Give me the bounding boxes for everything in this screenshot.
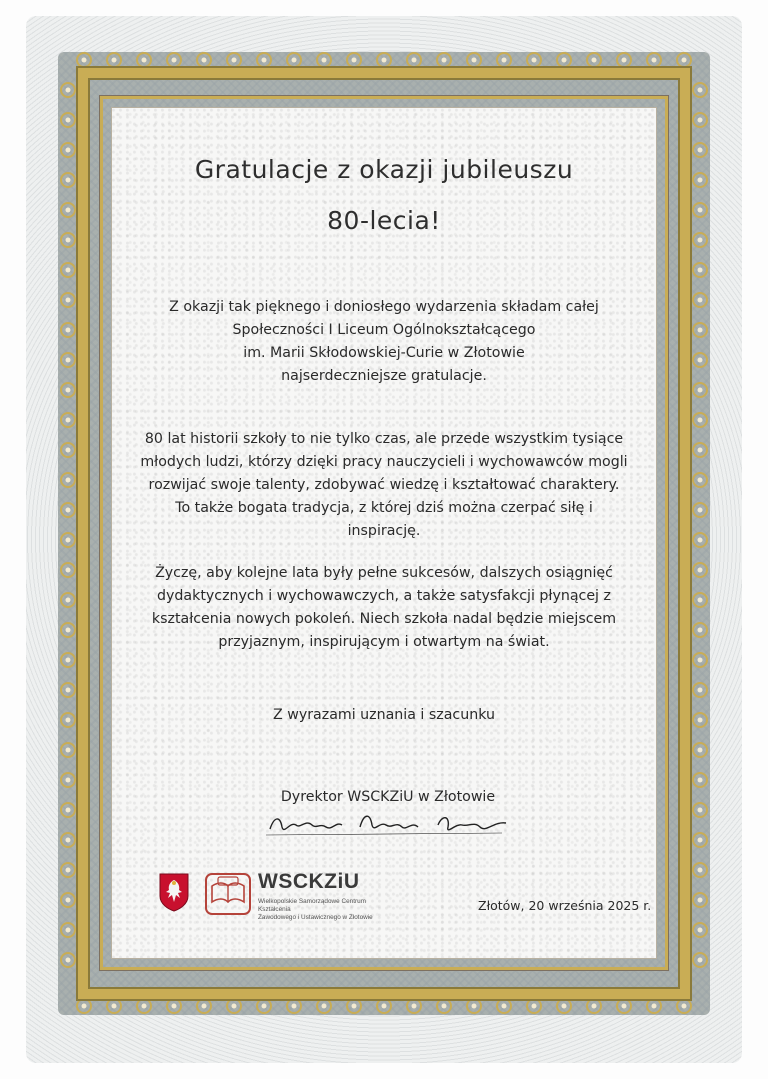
paragraph-line: To także bogata tradycja, z której dziś można czerpać siłę i inspirację. bbox=[175, 500, 593, 539]
paragraph-line: rozwijać swoje talenty, zdobywać wiedzę i kształtować charaktery. bbox=[148, 477, 620, 493]
paragraph-1 bbox=[140, 296, 628, 388]
paragraph-line: kształcenia nowych pokoleń. Niech szkoła nadal będzie miejscem bbox=[151, 611, 617, 627]
paragraph-line: przyjaznym, inspirującym i otwartym na świat. bbox=[218, 634, 550, 650]
paragraph-line: młodych ludzi, którzy dzięki pracy nauczycieli i wychowawców mogli bbox=[140, 454, 628, 470]
paragraph-line: najserdeczniejsze gratulacje. bbox=[281, 368, 487, 384]
org-name-line: Wielkopolskie Samorządowe Centrum Kształcenia bbox=[258, 898, 366, 913]
paragraph-line: Społeczności I Liceum Ogólnokształcącego bbox=[232, 322, 536, 338]
paragraph-line: im. Marii Skłodowskiej-Curie w Złotowie bbox=[243, 345, 525, 361]
org-name-line: Zawodowego i Ustawicznego w Złotowie bbox=[258, 914, 373, 921]
paragraph-2 bbox=[140, 428, 628, 543]
paragraph-line: 80 lat historii szkoły to nie tylko czas, ale przede wszystkim tysiące bbox=[144, 431, 624, 447]
paragraph-line: dydaktycznych i wychowawczych, a także satysfakcji płynącej z bbox=[157, 588, 611, 604]
organization-logo bbox=[158, 868, 378, 922]
paragraph-line: Życzę, aby kolejne lata były pełne sukcesów, dalszych osiągnięć bbox=[155, 565, 613, 581]
organization-name: WSCKZiU bbox=[258, 870, 360, 893]
paragraph-3 bbox=[140, 562, 628, 654]
signatory-title: Dyrektor WSCKZiU w Złotowie bbox=[280, 789, 496, 805]
paragraph-line: Z okazji tak pięknego i doniosłego wydarzenia składam całej bbox=[169, 299, 599, 315]
closing-line: Z wyrazami uznania i szacunku bbox=[273, 707, 495, 723]
handwritten-signature bbox=[262, 807, 512, 841]
book-icon bbox=[204, 872, 252, 916]
organization-full-name bbox=[258, 898, 398, 922]
certificate-subtitle: 80-lecia! bbox=[327, 206, 441, 235]
certificate-title: Gratulacje z okazji jubileuszu bbox=[194, 155, 574, 184]
place-and-date: Złotów, 20 września 2025 r. bbox=[478, 898, 652, 913]
crest-icon bbox=[158, 872, 190, 912]
